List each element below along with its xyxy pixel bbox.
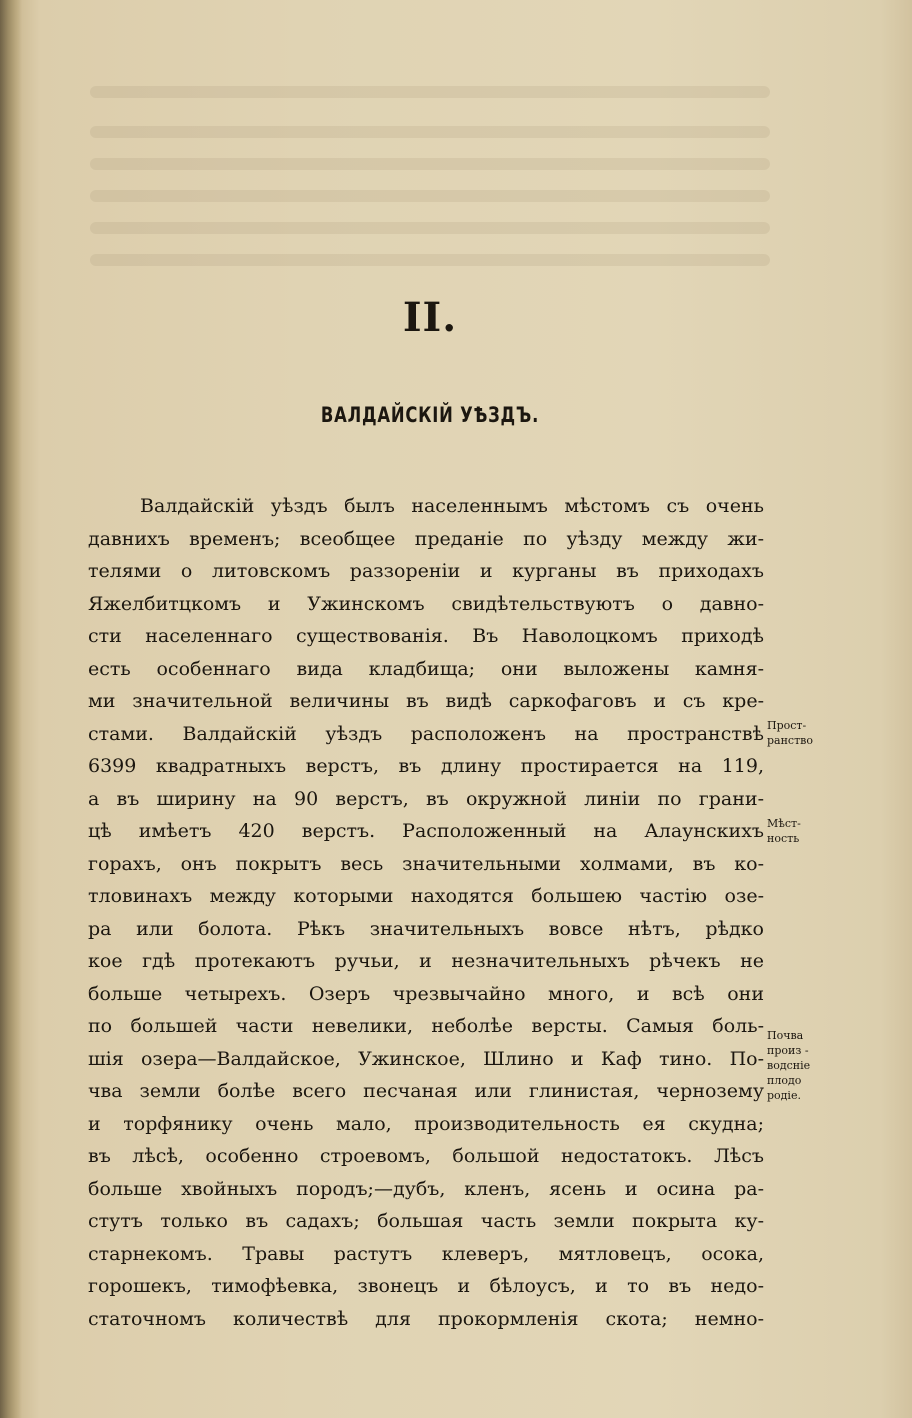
margin-note-line: Прост- — [767, 719, 807, 732]
book-spine-edge — [0, 0, 22, 1418]
margin-note-line: ранство — [767, 734, 813, 747]
text-line: Валдайскій уѣздъ былъ населеннымъ мѣстомъ съ очень — [140, 495, 764, 517]
text-line: больше хвойныхъ породъ;—дубъ, кленъ, ясень и осина ра- — [88, 1177, 764, 1200]
text-line: тловинахъ между которыми находятся большею частію озе- — [88, 885, 764, 907]
text-line: старнекомъ. Травы растутъ клеверъ, мятловецъ, осока, — [88, 1242, 764, 1265]
bleed-through-line — [90, 158, 770, 170]
text-line: 6399 квадратныхъ верстъ, въ длину простирается на 119, — [88, 755, 764, 777]
bleed-through-line — [90, 190, 770, 202]
text-line: давнихъ временъ; всеобщее преданіе по уѣзду между жи- — [88, 527, 764, 550]
margin-note-line: Мѣст- — [767, 817, 801, 830]
text-line: въ лѣсѣ, особенно строевомъ, большой недостатокъ. Лѣсъ — [88, 1145, 764, 1167]
chapter-title: ВАЛДАЙСКІЙ УѢЗДЪ. — [320, 403, 540, 427]
text-line: цѣ имѣетъ 420 верстъ. Расположенный на Алаунскихъ — [88, 820, 764, 842]
text-line: горахъ, онъ покрытъ весь значительными холмами, въ ко- — [88, 852, 764, 875]
text-line: а въ ширину на 90 верстъ, въ окружной линіи по грани- — [88, 787, 764, 810]
text-line: сти населеннаго существованія. Въ Наволоцкомъ приходѣ — [88, 625, 764, 647]
text-line: Яжелбитцкомъ и Ужинскомъ свидѣтельствуютъ о давно- — [88, 592, 764, 615]
text-line: телями о литовскомъ раззореніи и курганы въ приходахъ — [88, 560, 764, 582]
margin-note-pochva — [767, 1028, 833, 1103]
text-line: и торфянику очень мало, производительность ея скудна; — [88, 1112, 764, 1135]
text-line: стами. Валдайскій уѣздъ расположенъ на пространствѣ — [88, 722, 764, 745]
chapter-number: II. — [402, 294, 458, 341]
margin-note-prostranstvo — [767, 718, 833, 748]
margin-note-line: произ - — [767, 1044, 809, 1057]
bleed-through-line — [90, 126, 770, 138]
text-line: статочномъ количествѣ для прокормленія скота; немно- — [88, 1307, 764, 1330]
text-line: больше четырехъ. Озеръ чрезвычайно много, и всѣ они — [88, 982, 764, 1005]
text-line: есть особеннаго вида кладбища; они выложены камня- — [88, 657, 764, 680]
margin-note-line: водсніе — [767, 1059, 811, 1072]
margin-note-line: Почва — [767, 1029, 804, 1042]
bleed-through-line — [90, 254, 770, 266]
text-line: по большей части невелики, неболѣе версты. Самыя боль- — [88, 1015, 764, 1037]
margin-note-line: ность — [767, 832, 800, 845]
text-line: стутъ только въ садахъ; большая часть земли покрыта ку- — [88, 1210, 764, 1232]
text-line: ми значительной величины въ видѣ саркофаговъ и съ кре- — [88, 690, 764, 712]
body-text — [88, 490, 764, 1335]
text-line: горошекъ, тимофѣевка, звонецъ и бѣлоусъ, и то въ недо- — [88, 1275, 764, 1297]
text-line: чва земли болѣе всего песчаная или глинистая, чернозему — [88, 1080, 764, 1102]
margin-note-mestnost — [767, 816, 833, 846]
text-line: шія озера—Валдайское, Ужинское, Шлино и Каф тино. По- — [88, 1047, 764, 1070]
text-line: ра или болота. Рѣкъ значительныхъ вовсе нѣтъ, рѣдко — [88, 917, 764, 940]
margin-note-line: родіе. — [767, 1089, 801, 1102]
bleed-through-line — [90, 86, 770, 98]
text-line: кое гдѣ протекаютъ ручьи, и незначительныхъ рѣчекъ не — [88, 950, 764, 972]
bleed-through-line — [90, 222, 770, 234]
margin-note-line: плодо — [767, 1074, 802, 1087]
